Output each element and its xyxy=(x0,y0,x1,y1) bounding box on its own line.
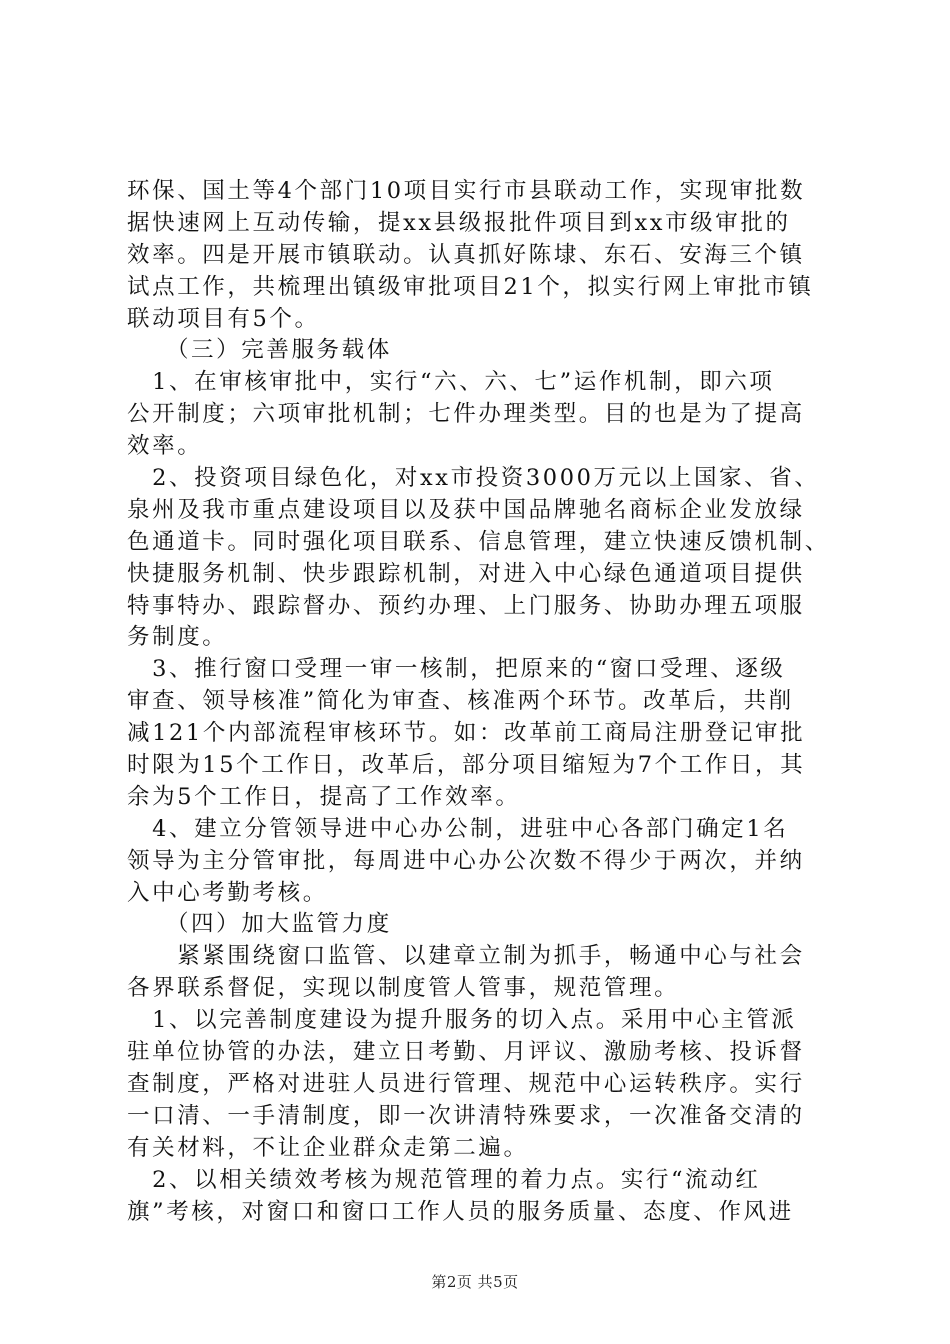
text-line: 减121个内部流程审核环节。如：改革前工商局注册登记审批 xyxy=(127,720,806,747)
text-line: 快捷服务机制、快步跟踪机制，对进入中心绿色通道项目提供 xyxy=(127,560,805,587)
text-line: 效率。四是开展市镇联动。认真抓好陈埭、东石、安海三个镇 xyxy=(127,241,805,268)
text-line: 各界联系督促，实现以制度管人管事，规范管理。 xyxy=(127,975,680,1002)
text-line: 泉州及我市重点建设项目以及获中国品牌驰名商标企业发放绿 xyxy=(127,496,805,523)
text-line: 驻单位协管的办法，建立日考勤、月评议、激励考核、投诉督 xyxy=(127,1039,805,1066)
text-line: 环保、国土等4个部门10项目实行市县联动工作，实现审批数 xyxy=(127,178,806,204)
text-line: 审查、领导核准”简化为审查、核准两个环节。改革后，共削 xyxy=(127,688,794,715)
text-line: （三）完善服务载体 xyxy=(127,337,392,364)
text-line: 旗”考核，对窗口和窗口工作人员的服务质量、态度、作风进 xyxy=(127,1198,794,1225)
text-line: 时限为15个工作日，改革后，部分项目缩短为7个工作日，其 xyxy=(127,752,806,779)
text-line: 1、在审核审批中，实行“六、六、七”运作机制，即六项 xyxy=(127,369,775,396)
text-line: 1、以完善制度建设为提升服务的切入点。采用中心主管派 xyxy=(127,1007,797,1034)
text-line: （四）加大监管力度 xyxy=(127,911,392,938)
text-line: 试点工作，共梳理出镇级审批项目21个，拟实行网上审批市镇 xyxy=(127,273,814,300)
text-line: 查制度，严格对进驻人员进行管理、规范中心运转秩序。实行 xyxy=(127,1070,805,1097)
text-line: 公开制度；六项审批机制；七件办理类型。目的也是为了提高 xyxy=(127,401,805,428)
text-line: 2、投资项目绿色化，对xx市投资3000万元以上国家、省、 xyxy=(127,465,820,492)
text-line: 紧紧围绕窗口监管、以建章立制为抓手，畅通中心与社会 xyxy=(127,943,805,970)
text-line: 有关材料，不让企业群众走第二遍。 xyxy=(127,1134,529,1161)
text-line: 色通道卡。同时强化项目联系、信息管理，建立快速反馈机制、 xyxy=(127,528,830,555)
text-line: 领导为主分管审批，每周进中心办公次数不得少于两次，并纳 xyxy=(127,847,805,874)
text-line: 4、建立分管领导进中心办公制，进驻中心各部门确定1名 xyxy=(127,815,789,842)
document-body xyxy=(127,176,830,1228)
text-line: 一口清、一手清制度，即一次讲清特殊要求，一次准备交清的 xyxy=(127,1102,805,1129)
text-line: 据快速网上互动传输，提xx县级报批件项目到xx市级审批的 xyxy=(127,209,791,236)
text-line: 务制度。 xyxy=(127,624,228,651)
text-line: 效率。 xyxy=(127,433,203,460)
text-line: 联动项目有5个。 xyxy=(127,305,320,332)
text-line: 入中心考勤考核。 xyxy=(127,879,328,906)
page-footer: 第2页 共5页 xyxy=(431,1273,519,1291)
text-line: 余为5个工作日，提高了工作效率。 xyxy=(127,783,521,810)
text-line: 特事特办、跟踪督办、预约办理、上门服务、协助办理五项服 xyxy=(127,592,805,619)
text-line: 2、以相关绩效考核为规范管理的着力点。实行“流动红 xyxy=(127,1166,761,1193)
text-line: 3、推行窗口受理一审一核制，把原来的“窗口受理、逐级 xyxy=(127,656,786,683)
